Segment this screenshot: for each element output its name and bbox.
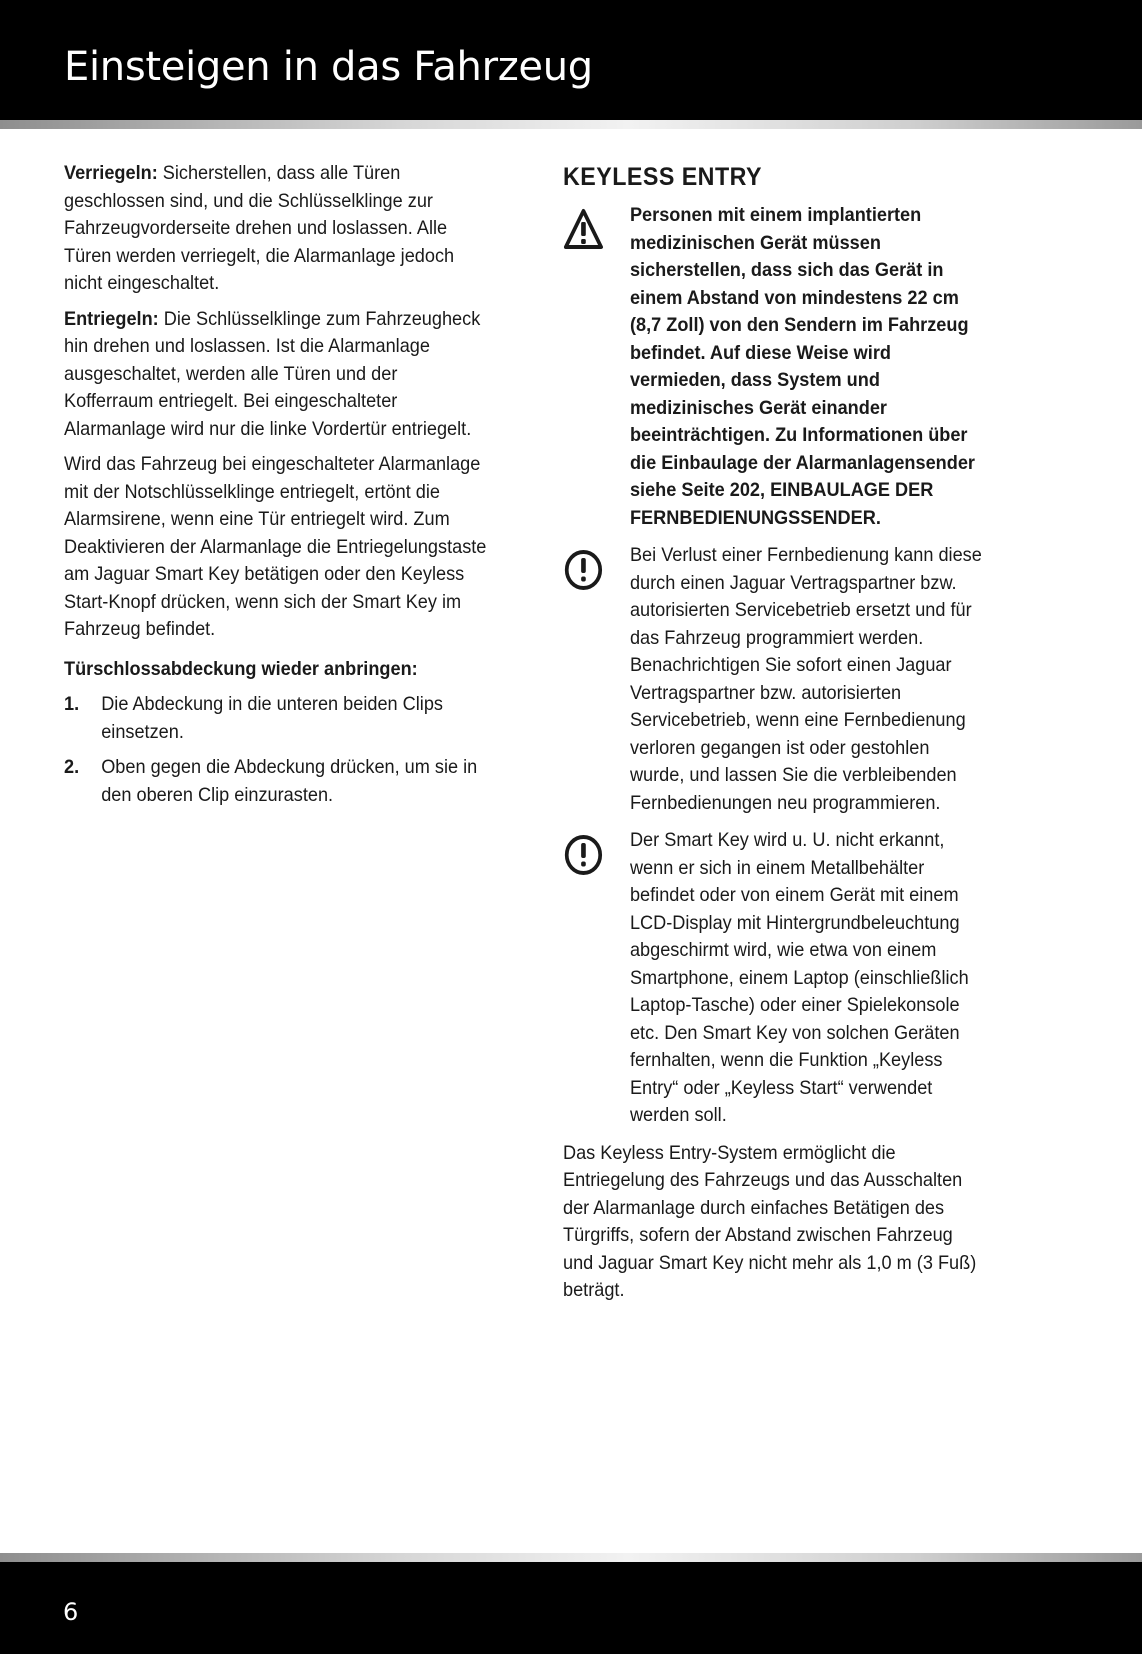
notice-lost-remote — [563, 542, 986, 817]
list-item — [64, 691, 487, 746]
paragraph-verriegeln — [64, 160, 487, 298]
subheading-tuerschloss: Türschlossabdeckung wieder anbringen: — [64, 657, 418, 680]
page-title: Einsteigen in das Fahrzeug — [64, 44, 593, 90]
header-divider-band — [0, 120, 1142, 129]
step-number: 1. — [64, 693, 80, 715]
notice-smart-key-text: Der Smart Key wird u. U. nicht erkannt, wenn er sich in einem Metallbehälter befindet oder von einem Gerät mit einem LCD-Display mit Hintergrundbeleuchtung abgeschirmt wird, wie etwa von einem Smartphone, einem Laptop (einschließlich Laptop-Tasche) oder einer Spielekonsole etc. Den Smart Key von solchen Geräten fernhalten, wenn die Funktion „Keyless Entry“ oder „Keyless Start“ verwendet werden soll. — [629, 829, 969, 1126]
notice-smart-key — [563, 827, 986, 1130]
warning-triangle-icon — [563, 208, 604, 252]
list-item — [64, 754, 487, 809]
text-verriegeln: Sicherstellen, dass alle Türen geschlossen sind, und die Schlüsselklinge zur Fahrzeugvorderseite drehen und loslassen. Alle Türen werden verriegelt, die Alarmanlage jedoch nicht eingeschaltet. — [64, 162, 455, 294]
page-header — [0, 0, 1142, 120]
step-number: 2. — [64, 756, 80, 778]
section-heading: KEYLESS ENTRY — [563, 163, 762, 191]
page-footer — [0, 1562, 1142, 1654]
label-entriegeln: Entriegeln: — [64, 307, 159, 330]
steps-list — [64, 691, 487, 809]
warning-text: Personen mit einem implantierten medizinischen Gerät müssen sicherstellen, dass sich das Gerät in einem Abstand von mindestens 22 cm (8,7 Zoll) von den Sendern im Fahrzeug befindet. Auf diese Weise wird vermieden, dass System und medizinisches Gerät einander beeinträchtigen. Zu Informationen über die Einbaulage der Alarmanlagensender siehe Seite 202, EINBAULAGE DER FERNBEDIENUNGSSENDER. — [629, 204, 975, 529]
warning-note — [563, 202, 986, 532]
text-entriegeln: Die Schlüsselklinge zum Fahrzeugheck hin drehen und loslassen. Ist die Alarmanlage ausgeschaltet, werden alle Türen und der Kofferraum entriegelt. Bei eingeschalteter Alarmanlage wird nur die linke Vordertür entriegelt. — [64, 307, 481, 440]
footer-divider-band — [0, 1553, 1142, 1562]
paragraph-alarm: Wird das Fahrzeug bei eingeschalteter Alarmanlage mit der Notschlüsselklinge entriegelt, ertönt die Alarmsirene, wenn eine Tür entriegelt wird. Zum Deaktivieren der Alarmanlage die Entriegelungstaste am Jaguar Smart Key betätigen oder den Keyless Start-Knopf drücken, wenn sich der Smart Key im Fahrzeug befindet. — [64, 453, 487, 640]
left-column — [64, 160, 487, 817]
paragraph-entriegeln — [64, 306, 487, 444]
right-column — [563, 160, 986, 1305]
keyless-entry-paragraph: Das Keyless Entry-System ermöglicht die Entriegelung des Fahrzeugs und das Ausschalten der Alarmanlage durch einfaches Betätigen des Türgriffs, sofern der Abstand zwischen Fahrzeug und Jaguar Smart Key nicht mehr als 1,0 m (3 Fuß) beträgt. — [563, 1141, 977, 1301]
page-number: 6 — [63, 1598, 79, 1626]
label-verriegeln: Verriegeln: — [64, 162, 158, 184]
step-text: Oben gegen die Abdeckung drücken, um sie in den oberen Clip einzurasten. — [101, 756, 478, 806]
exclamation-circle-icon — [563, 833, 604, 877]
notice-lost-remote-text: Bei Verlust einer Fernbedienung kann diese durch einen Jaguar Vertragspartner bzw. autorisierten Servicebetrieb ersetzt und für das Fahrzeug programmiert werden. Benachrichtigen Sie sofort einen Jaguar Vertragspartner bzw. autorisierten Servicebetrieb, wenn eine Fernbedienung verloren gegangen ist oder gestohlen wurde, und lassen Sie die verbleibenden Fernbedienungen neu programmieren. — [629, 544, 982, 814]
step-text: Die Abdeckung in die unteren beiden Clips einsetzen. — [101, 693, 443, 743]
exclamation-circle-icon — [563, 548, 604, 592]
